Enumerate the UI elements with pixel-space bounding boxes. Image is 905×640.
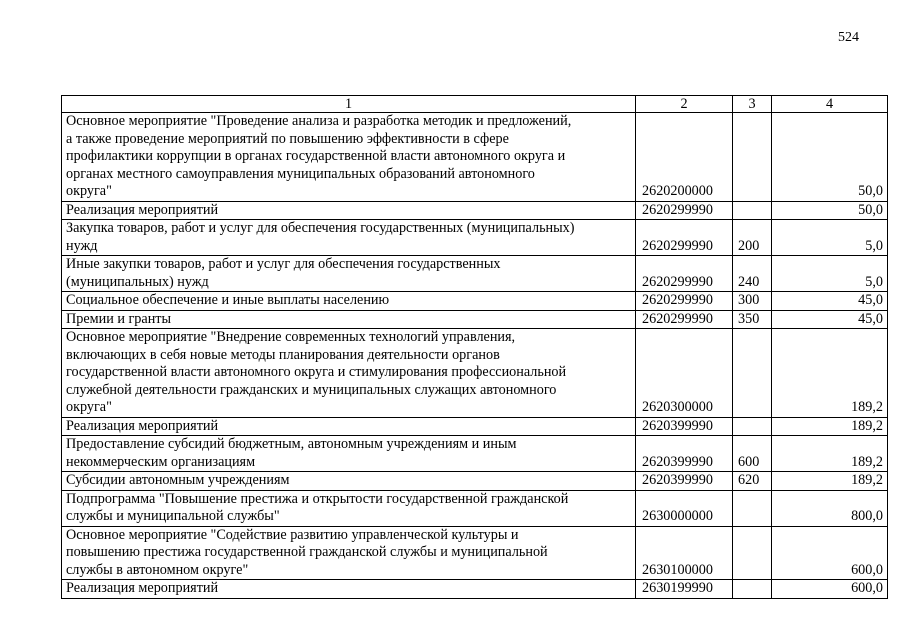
row-code: 2630100000 xyxy=(636,526,733,580)
row-name: Основное мероприятие "Содействие развитию управленческой культуры и повышению престижа государственной гражданской службы и муниципальной службы в автономном округе" xyxy=(62,526,636,580)
table-row xyxy=(62,329,888,418)
row-code: 2620299990 xyxy=(636,201,733,220)
table-body xyxy=(62,113,888,599)
table-row xyxy=(62,113,888,202)
row-type xyxy=(733,580,772,599)
row-code: 2620299990 xyxy=(636,256,733,292)
table-row xyxy=(62,201,888,220)
row-code: 2620399990 xyxy=(636,417,733,436)
row-name: Премии и гранты xyxy=(62,310,636,329)
row-code: 2630000000 xyxy=(636,490,733,526)
row-amount: 45,0 xyxy=(772,310,888,329)
row-amount: 189,2 xyxy=(772,436,888,472)
row-amount: 600,0 xyxy=(772,580,888,599)
row-code: 2620399990 xyxy=(636,472,733,491)
table-row xyxy=(62,526,888,580)
header-row xyxy=(62,96,888,113)
row-code: 2620200000 xyxy=(636,113,733,202)
row-name: Субсидии автономным учреждениям xyxy=(62,472,636,491)
row-name: Реализация мероприятий xyxy=(62,580,636,599)
row-name: Реализация мероприятий xyxy=(62,417,636,436)
row-amount: 5,0 xyxy=(772,256,888,292)
row-code: 2620299990 xyxy=(636,310,733,329)
row-type: 620 xyxy=(733,472,772,491)
header-col-4: 4 xyxy=(772,96,888,113)
budget-table xyxy=(61,95,888,599)
table-row xyxy=(62,310,888,329)
row-name: Основное мероприятие "Внедрение современных технологий управления, включающих в себя новые методы планирования деятельности органов государственной власти автономного округа и стимулирования профессиональной служебной деятельности гражданских и муниципальных служащих автономного округа" xyxy=(62,329,636,418)
table-row xyxy=(62,472,888,491)
row-amount: 45,0 xyxy=(772,292,888,311)
row-amount: 189,2 xyxy=(772,417,888,436)
row-type xyxy=(733,417,772,436)
header-col-1: 1 xyxy=(62,96,636,113)
row-amount: 189,2 xyxy=(772,472,888,491)
row-amount: 600,0 xyxy=(772,526,888,580)
row-code: 2620399990 xyxy=(636,436,733,472)
row-amount: 5,0 xyxy=(772,220,888,256)
row-type xyxy=(733,329,772,418)
row-type: 240 xyxy=(733,256,772,292)
row-code: 2620299990 xyxy=(636,220,733,256)
row-name: Иные закупки товаров, работ и услуг для обеспечения государственных (муниципальных) нужд xyxy=(62,256,636,292)
row-name: Предоставление субсидий бюджетным, автономным учреждениям и иным некоммерческим организациям xyxy=(62,436,636,472)
row-type xyxy=(733,490,772,526)
row-type xyxy=(733,526,772,580)
row-name: Основное мероприятие "Проведение анализа и разработка методик и предложений, а также проведение мероприятий по повышению эффективности в сфере профилактики коррупции в органах государственной власти автономного округа и органах местного самоуправления муниципальных образований автономного округа" xyxy=(62,113,636,202)
row-amount: 800,0 xyxy=(772,490,888,526)
row-code: 2620300000 xyxy=(636,329,733,418)
table-row xyxy=(62,417,888,436)
table-row xyxy=(62,490,888,526)
row-type: 300 xyxy=(733,292,772,311)
row-code: 2620299990 xyxy=(636,292,733,311)
header-col-2: 2 xyxy=(636,96,733,113)
row-type xyxy=(733,113,772,202)
row-name: Закупка товаров, работ и услуг для обеспечения государственных (муниципальных) нужд xyxy=(62,220,636,256)
row-name: Социальное обеспечение и иные выплаты населению xyxy=(62,292,636,311)
header-col-3: 3 xyxy=(733,96,772,113)
row-code: 2630199990 xyxy=(636,580,733,599)
row-amount: 189,2 xyxy=(772,329,888,418)
row-type xyxy=(733,201,772,220)
table-row xyxy=(62,292,888,311)
row-type: 350 xyxy=(733,310,772,329)
row-type: 600 xyxy=(733,436,772,472)
row-type: 200 xyxy=(733,220,772,256)
row-amount: 50,0 xyxy=(772,201,888,220)
table-row xyxy=(62,436,888,472)
table-row xyxy=(62,580,888,599)
table-header xyxy=(62,96,888,113)
table-row xyxy=(62,256,888,292)
page-number: 524 xyxy=(838,30,859,45)
row-name: Реализация мероприятий xyxy=(62,201,636,220)
row-amount: 50,0 xyxy=(772,113,888,202)
row-name: Подпрограмма "Повышение престижа и открытости государственной гражданской службы и муниципальной службы" xyxy=(62,490,636,526)
table-row xyxy=(62,220,888,256)
